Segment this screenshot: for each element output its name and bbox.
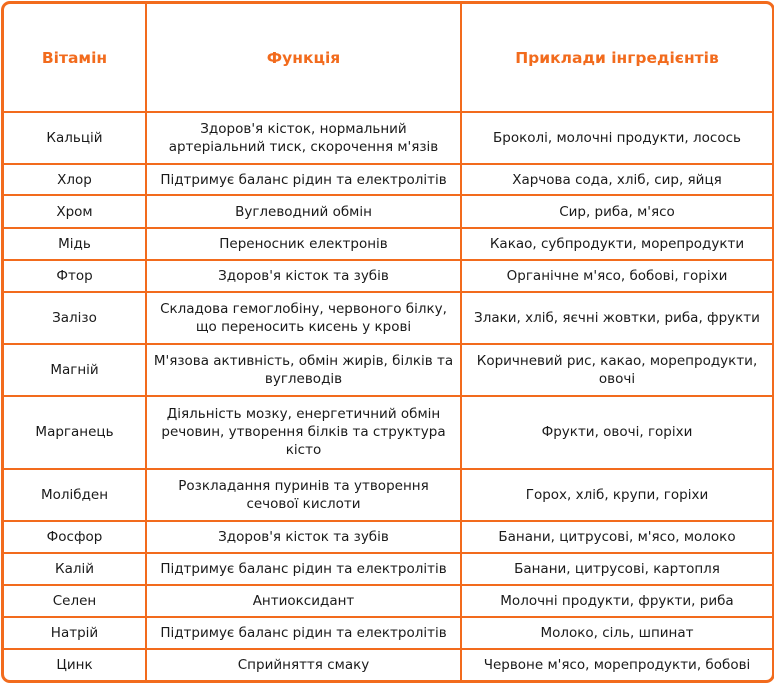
- cell-examples: Горох, хліб, крупи, горіхи: [461, 469, 772, 521]
- cell-function: Підтримує баланс рідин та електролітів: [146, 164, 461, 195]
- table-row: [4, 521, 772, 553]
- cell-vitamin-name: Залізо: [4, 292, 146, 344]
- cell-examples: Броколі, молочні продукти, лосось: [461, 112, 772, 164]
- table-row: [4, 649, 772, 680]
- cell-examples: Молочні продукти, фрукти, риба: [461, 585, 772, 617]
- cell-function: Антиоксидант: [146, 585, 461, 617]
- cell-function: Розкладання пуринів та утворення сечової кислоти: [146, 469, 461, 521]
- cell-examples: Какао, субпродукти, морепродукти: [461, 228, 772, 260]
- cell-examples: Коричневий рис, какао, морепродукти, овочі: [461, 344, 772, 396]
- header-examples: Приклади інгредієнтів: [461, 4, 772, 112]
- cell-examples: Банани, цитрусові, м'ясо, молоко: [461, 521, 772, 553]
- cell-examples: Фрукти, овочі, горіхи: [461, 396, 772, 468]
- header-function: Функція: [146, 4, 461, 112]
- cell-vitamin-name: Селен: [4, 585, 146, 617]
- table-row: [4, 112, 772, 164]
- table-row: [4, 553, 772, 585]
- table-row: [4, 585, 772, 617]
- cell-vitamin-name: Мідь: [4, 228, 146, 260]
- table-header-row: [4, 4, 772, 112]
- cell-examples: Злаки, хліб, яєчні жовтки, риба, фрукти: [461, 292, 772, 344]
- table-row: [4, 228, 772, 260]
- cell-function: Здоров'я кісток та зубів: [146, 260, 461, 292]
- cell-function: Вуглеводний обмін: [146, 195, 461, 228]
- cell-examples: Червоне м'ясо, морепродукти, бобові: [461, 649, 772, 680]
- cell-vitamin-name: Кальцій: [4, 112, 146, 164]
- cell-examples: Банани, цитрусові, картопля: [461, 553, 772, 585]
- cell-examples: Органічне м'ясо, бобові, горіхи: [461, 260, 772, 292]
- table-row: [4, 260, 772, 292]
- cell-function: Підтримує баланс рідин та електролітів: [146, 617, 461, 649]
- table-row: [4, 292, 772, 344]
- cell-vitamin-name: Цинк: [4, 649, 146, 680]
- cell-function: Переносник електронів: [146, 228, 461, 260]
- table-row: [4, 469, 772, 521]
- cell-examples: Молоко, сіль, шпинат: [461, 617, 772, 649]
- cell-function: Сприйняття смаку: [146, 649, 461, 680]
- cell-vitamin-name: Молібден: [4, 469, 146, 521]
- table-row: [4, 617, 772, 649]
- table-row: [4, 396, 772, 468]
- cell-vitamin-name: Фтор: [4, 260, 146, 292]
- cell-function: Складова гемоглобіну, червоного білку, що переносить кисень у крові: [146, 292, 461, 344]
- cell-function: Підтримує баланс рідин та електролітів: [146, 553, 461, 585]
- header-vitamin: Вітамін: [4, 4, 146, 112]
- cell-vitamin-name: Хром: [4, 195, 146, 228]
- table-row: [4, 164, 772, 195]
- vitamin-table: [4, 4, 772, 680]
- vitamin-table-frame: [1, 1, 774, 683]
- cell-function: М'язова активність, обмін жирів, білків та вуглеводів: [146, 344, 461, 396]
- cell-function: Діяльність мозку, енергетичний обмін речовин, утворення білків та структура кісто: [146, 396, 461, 468]
- cell-vitamin-name: Магній: [4, 344, 146, 396]
- cell-vitamin-name: Калій: [4, 553, 146, 585]
- cell-examples: Сир, риба, м'ясо: [461, 195, 772, 228]
- cell-examples: Харчова сода, хліб, сир, яйця: [461, 164, 772, 195]
- cell-vitamin-name: Марганець: [4, 396, 146, 468]
- cell-function: Здоров'я кісток та зубів: [146, 521, 461, 553]
- cell-vitamin-name: Фосфор: [4, 521, 146, 553]
- cell-function: Здоров'я кісток, нормальний артеріальний тиск, скорочення м'язів: [146, 112, 461, 164]
- table-row: [4, 344, 772, 396]
- cell-vitamin-name: Хлор: [4, 164, 146, 195]
- cell-vitamin-name: Натрій: [4, 617, 146, 649]
- table-row: [4, 195, 772, 228]
